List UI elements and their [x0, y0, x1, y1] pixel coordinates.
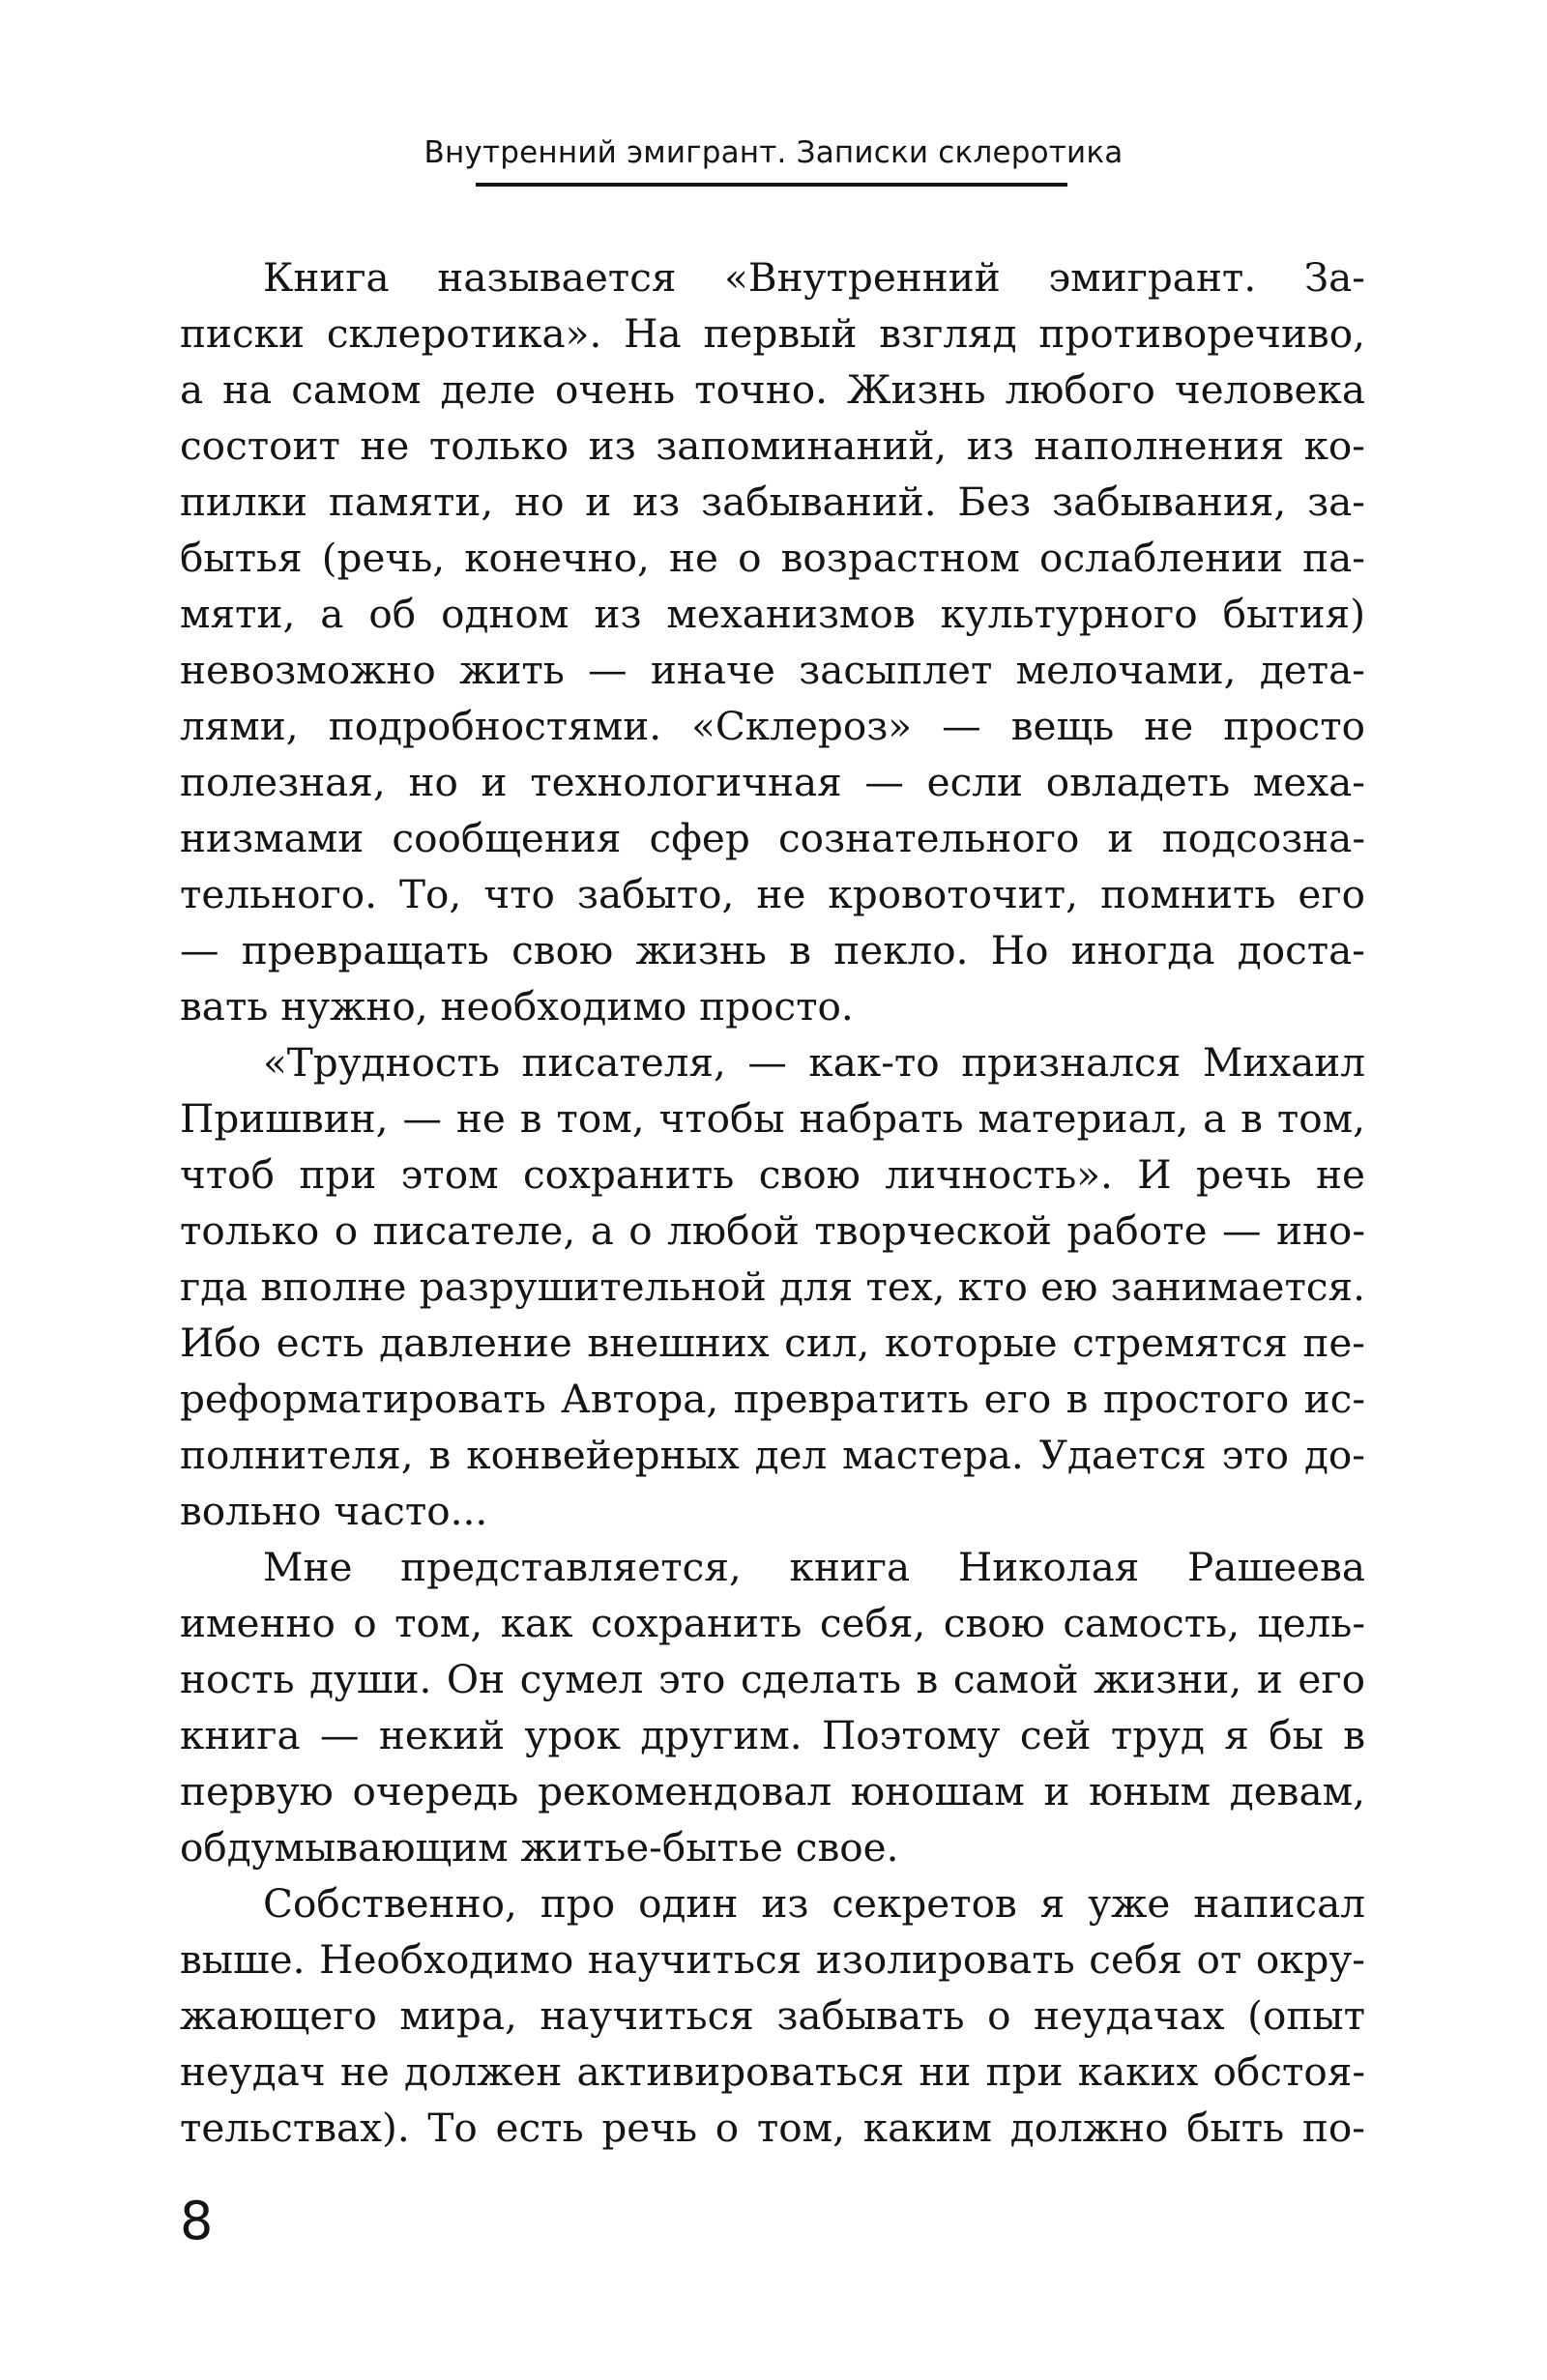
text-line: чтоб при этом сохранить свою личность». И речь не [180, 1151, 1365, 1198]
text-line: Собственно, про один из секретов я уже написал [263, 1880, 1365, 1927]
text-line: вольно часто... [180, 1488, 488, 1534]
paragraph-3 [180, 1539, 1365, 1875]
text-line: Пришвин, — не в том, чтобы набрать материал, а в том, [180, 1095, 1365, 1142]
text-line: именно о том, как сохранить себя, свою самость, цель- [180, 1600, 1365, 1646]
text-line: Мне представляется, книга Николая Рашеева [263, 1544, 1365, 1590]
running-head-title: Внутренний эмигрант. Записки склеротика [423, 135, 1124, 170]
text-line: Книга называется «Внутренний эмигрант. За- [263, 254, 1365, 301]
text-line: бытья (речь, конечно, не о возрастном ослаблении па- [180, 535, 1365, 581]
text-line: только о писателе, а о любой творческой работе — ино- [180, 1207, 1365, 1254]
text-line: мяти, а об одном из механизмов культурного бытия) [180, 591, 1365, 637]
paragraph-2 [180, 1034, 1365, 1539]
text-line: — превращать свою жизнь в пекло. Но иногда доста- [180, 927, 1365, 973]
text-line: тельного. То, что забыто, не кровоточит, помнить его [180, 871, 1365, 917]
text-line: лями, подробностями. «Склероз» — вещь не просто [180, 703, 1365, 749]
text-line: пилки памяти, но и из забываний. Без забывания, за- [180, 479, 1365, 525]
text-line: реформатировать Автора, превратить его в простого ис- [180, 1376, 1365, 1422]
text-line: гда вполне разрушительной для тех, кто ею занимается. [180, 1263, 1365, 1310]
text-line: неудач не должен активироваться ни при каких обстоя- [180, 2048, 1365, 2095]
text-line: а на самом деле очень точно. Жизнь любого человека [180, 366, 1365, 413]
body-text [180, 249, 1365, 2156]
header-rule [476, 183, 1067, 187]
text-line: тельствах). То есть речь о том, каким должно быть по- [180, 2104, 1365, 2151]
text-line: обдумывающим житье-бытье свое. [180, 1824, 899, 1871]
text-line: невозможно жить — иначе засыплет мелочами, дета- [180, 647, 1365, 693]
text-line: жающего мира, научиться забывать о неудачах (опыт [180, 1992, 1365, 2039]
text-line: писки склеротика». На первый взгляд противоречиво, [180, 310, 1365, 357]
paragraph-1 [180, 249, 1365, 1034]
paragraph-4 [180, 1875, 1365, 2156]
text-line: первую очередь рекомендовал юношам и юным девам, [180, 1768, 1365, 1814]
text-line: «Трудность писателя, — как-то признался Михаил [263, 1039, 1365, 1086]
text-line: состоит не только из запоминаний, из наполнения ко- [180, 422, 1365, 469]
text-line: полезная, но и технологичная — если овладеть меха- [180, 759, 1365, 805]
text-line: вать нужно, необходимо просто. [180, 983, 854, 1030]
page-number: 8 [180, 2191, 214, 2251]
text-line: низмами сообщения сфер сознательного и подсозна- [180, 815, 1365, 861]
text-line: полнителя, в конвейерных дел мастера. Удается это до- [180, 1432, 1365, 1478]
text-line: выше. Необходимо научиться изолировать себя от окру- [180, 1936, 1365, 1983]
text-line: книга — некий урок другим. Поэтому сей труд я бы в [180, 1712, 1365, 1758]
text-line: Ибо есть давление внешних сил, которые стремятся пе- [180, 1320, 1365, 1366]
text-line: ность души. Он сумел это сделать в самой жизни, и его [180, 1656, 1365, 1702]
